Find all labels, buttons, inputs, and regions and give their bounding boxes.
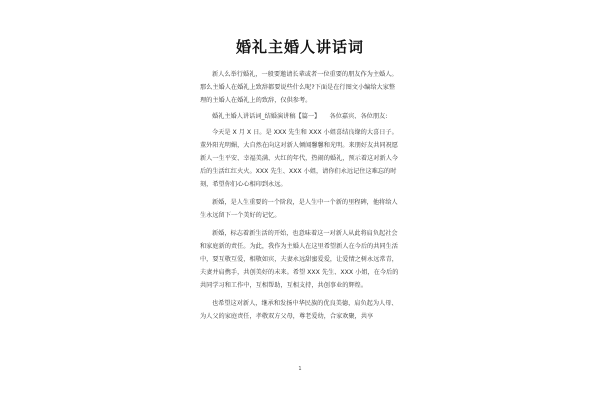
section-heading-paragraph: 婚礼主婚人讲话词_结婚演讲稿【篇一】 各位嘉宾、各位朋友: [212,113,388,120]
document-body [200,68,400,328]
body-paragraph: 也希望这对新人，继承和发扬中华民族的优良美德，肩负起为人母、为人父的家庭责任，孝敬双方父母，尊老爱幼，合家欢聚，共享 [200,300,398,320]
body-paragraph: 新婚，是人生重要的一个阶段，是人生中一个新的里程碑，他将给人生永远留下一个美好的记忆。 [200,199,398,219]
intro-paragraph: 新人么举行婚礼，一般要邀请长辈或者一位重要的朋友作为主婚人。那么主婚人在婚礼上致辞都要说些什么呢?下面是在行图文小编给大家整理的主婚人在婚礼上的致辞，仅供参考。 [200,71,398,104]
document-title: 婚礼主婚人讲话词 [235,38,364,56]
body-paragraph: 新婚，标志着新生活的开始，也意味着这一对新人从此将肩负起社会和家庭新的责任。为此，我作为主婚人在这里希望新人在今后的共同生活中，要互敬互爱，相敬如宾，夫妻永远甜蜜爱爱，让爱情之树永远常青，夫妻并肩携手，共创美好的未来。希望 XXX 先生、XXX 小姐，在今后的共同学习和工作中，互相帮助，互相支持，共创事业的辉煌。 [200,230,399,289]
body-paragraph: 今天是 X 月 X 日。是 XXX 先生和 XXX 小姐喜结良缘的大喜日子。董外阳光明媚，大自然在向这对新人倾闻馨馨和光明。来朋好友共同祝愿新人一生平安、幸福美满、火红的年代，热闹的婚礼，预示着这对新人今后的生活红红火火。XXX 先生、XXX 小姐，请你们永远记住这难忘的时刻，希望你们心心相印到永远。 [200,129,398,188]
page-number: 1 [298,366,302,372]
